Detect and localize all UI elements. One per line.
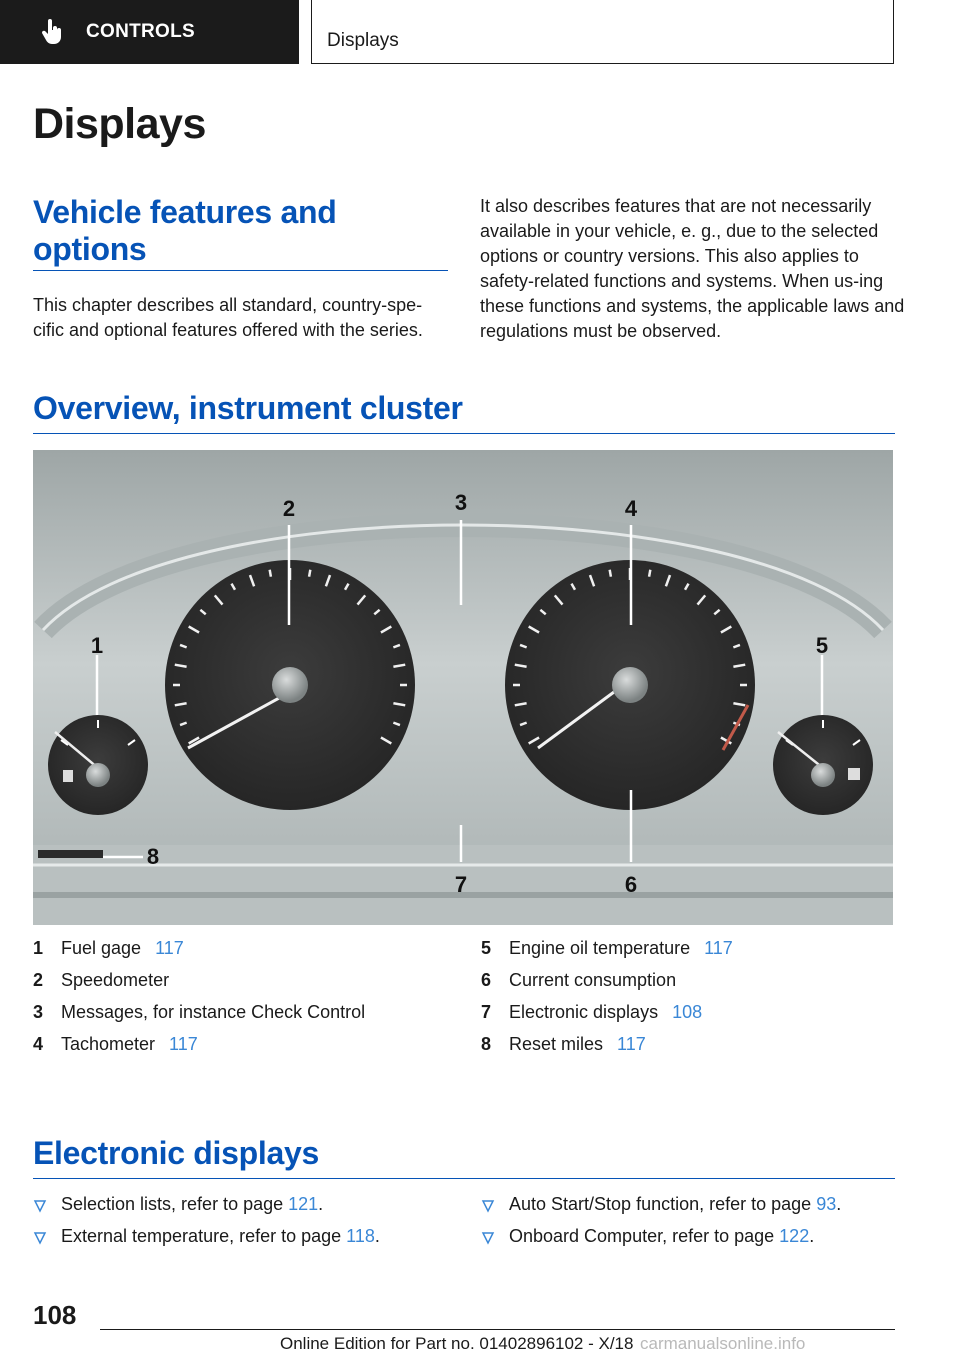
dial-tick — [309, 570, 310, 577]
overview-heading: Overview, instrument cluster — [33, 390, 463, 426]
legend-label: Messages, for instance Check Control — [61, 1002, 366, 1022]
legend-page-link[interactable]: 117 — [169, 1034, 198, 1054]
legend-number: 6 — [481, 970, 492, 990]
callout-6: 6 — [624, 872, 638, 897]
legend-right — [481, 938, 901, 1068]
triangle-bullet-icon — [33, 1231, 47, 1245]
fuel-gauge — [48, 715, 148, 815]
legend-label: Current consumption — [509, 970, 677, 990]
vehicle-features-left-text: This chapter describes all standard, country-spe-cific and optional features offered with the series. — [33, 295, 423, 340]
legend-number: 8 — [481, 1034, 492, 1054]
legend-number: 4 — [33, 1034, 44, 1054]
callout-2: 2 — [282, 496, 296, 521]
page-number: 108 — [33, 1300, 77, 1330]
legend-number: 7 — [481, 1002, 492, 1022]
page-link[interactable]: 122 — [779, 1226, 810, 1246]
electronic-displays-rule — [33, 1178, 895, 1179]
vehicle-features-right-text: It also describes features that are not necessarily available in your vehicle, e. g., due to the selected options or country versions. This also applies to safety-related functions and systems. When us-ing these functions and systems, the applicable laws and regulations must be observed. — [480, 196, 905, 341]
header-title: Displays — [327, 30, 399, 51]
callout-8: 8 — [146, 844, 160, 869]
callout-4: 4 — [624, 496, 638, 521]
legend-label-wrap — [61, 938, 184, 959]
dial-tick — [610, 570, 611, 577]
legend-label: Electronic displays — [509, 1002, 659, 1022]
page-title: Displays — [33, 100, 206, 148]
vehicle-features-rule — [33, 270, 448, 271]
bullet-end: . — [374, 1226, 380, 1246]
bullet-end: . — [836, 1194, 842, 1214]
legend-label: Reset miles — [509, 1034, 604, 1054]
legend-number: 5 — [481, 938, 492, 958]
legend-page-link[interactable]: 117 — [704, 938, 733, 958]
footer-rule — [100, 1329, 895, 1330]
legend-label-wrap — [61, 1034, 198, 1055]
bullet-text: External temperature, refer to page — [61, 1226, 347, 1246]
oil-temperature-gauge — [773, 715, 873, 815]
bullet-text: Onboard Computer, refer to page — [509, 1226, 780, 1246]
dial-tick — [649, 570, 650, 577]
legend-label: Speedometer — [61, 970, 170, 990]
hand-pointer-icon — [40, 19, 66, 45]
legend-label: Fuel gage — [61, 938, 142, 958]
legend-page-link[interactable]: 117 — [617, 1034, 646, 1054]
footer-edition-text: Online Edition for Part no. 01402896102 - X/18 — [280, 1334, 634, 1353]
overview-rule — [33, 433, 895, 434]
legend-label: Tachometer — [61, 1034, 156, 1054]
page-link[interactable]: 121 — [288, 1194, 319, 1214]
triangle-bullet-icon — [481, 1231, 495, 1245]
triangle-bullet-icon — [33, 1199, 47, 1213]
bullet-text: Auto Start/Stop function, refer to page — [509, 1194, 817, 1214]
vehicle-features-heading: Vehicle features and options — [33, 194, 337, 267]
bullet-end: . — [318, 1194, 324, 1214]
legend-page-link[interactable]: 108 — [672, 1002, 703, 1022]
header-section-label: CONTROLS — [86, 21, 196, 42]
electronic-displays-heading: Electronic displays — [33, 1135, 319, 1171]
callout-7: 7 — [454, 872, 468, 897]
legend-number: 3 — [33, 1002, 44, 1022]
legend-number: 2 — [33, 970, 44, 990]
bullet-text: Selection lists, refer to page — [61, 1194, 289, 1214]
bullet-end: . — [809, 1226, 815, 1246]
header-section-tab[interactable] — [0, 0, 299, 64]
legend-page-link[interactable]: 117 — [155, 938, 184, 958]
callout-3: 3 — [454, 490, 468, 515]
instrument-cluster-illustration — [33, 450, 893, 925]
dial-tick — [270, 570, 271, 577]
watermark: carmanualsonline.info — [640, 1334, 806, 1353]
legend-label-wrap — [509, 1002, 702, 1023]
legend-label: Engine oil temperature — [509, 938, 691, 958]
legend-left — [33, 938, 453, 1068]
legend-label-wrap — [509, 1034, 646, 1055]
header-title-box — [311, 0, 894, 64]
callout-1: 1 — [90, 633, 104, 658]
legend-label-wrap — [509, 938, 733, 959]
callout-5: 5 — [815, 633, 829, 658]
triangle-bullet-icon — [481, 1199, 495, 1213]
page-link[interactable]: 93 — [816, 1194, 837, 1214]
legend-number: 1 — [33, 938, 44, 958]
page-link[interactable]: 118 — [346, 1226, 375, 1246]
